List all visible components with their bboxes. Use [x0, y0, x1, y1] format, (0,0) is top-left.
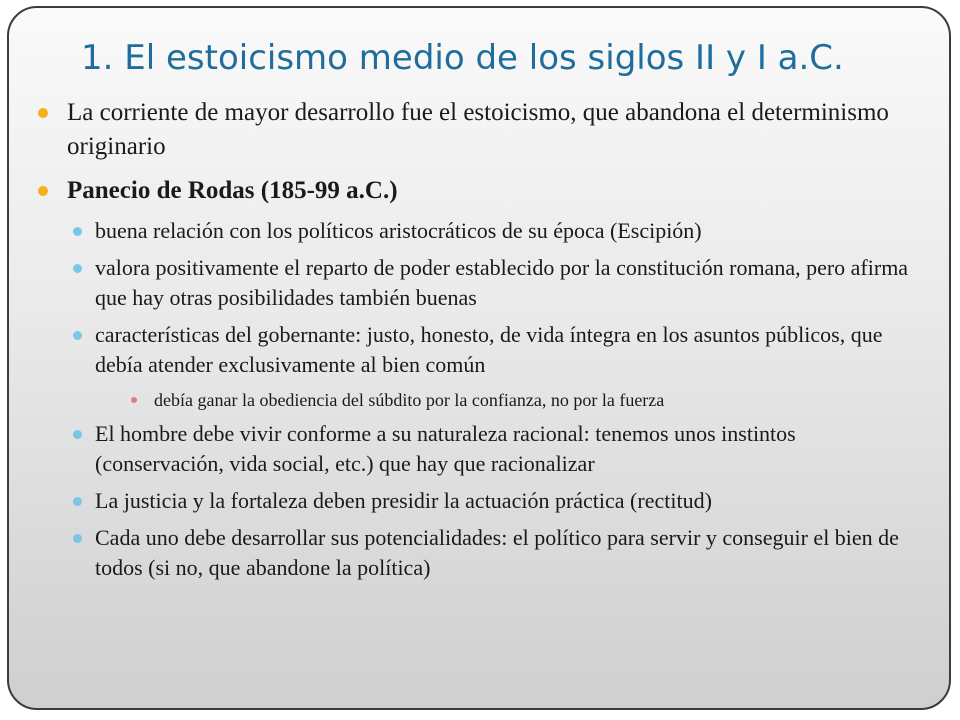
bullet-text: Cada uno debe desarrollar sus potencialidades: el político para servir y conseguir el bien de todos (si no, que abandone la política) [95, 525, 899, 580]
sub-bullet-item [9, 523, 939, 583]
bullet-dot-icon [38, 108, 48, 118]
sub-sub-bullet-item [9, 387, 939, 413]
slide-content [9, 96, 939, 590]
sub-bullet-item [9, 486, 939, 516]
bullet-dot-icon [73, 331, 82, 340]
bullet-text: La corriente de mayor desarrollo fue el estoicismo, que abandona el determinismo originario [67, 99, 889, 160]
bullet-item [9, 96, 939, 164]
sub-bullet-item [9, 216, 939, 246]
sub-bullet-item [9, 419, 939, 479]
slide-title: 1. El estoicismo medio de los siglos II y I a.C. [81, 38, 844, 78]
bullet-dot-icon [73, 430, 82, 439]
bullet-text: buena relación con los políticos aristocráticos de su época (Escipión) [95, 218, 702, 243]
bullet-dot-icon [73, 227, 82, 236]
slide [7, 6, 951, 710]
bullet-dot-icon [131, 397, 137, 403]
bullet-dot-icon [38, 186, 48, 196]
bullet-text: características del gobernante: justo, honesto, de vida íntegra en los asuntos públicos, que debía atender exclusivamente al bien común [95, 322, 883, 377]
bullet-dot-icon [73, 534, 82, 543]
bullet-text: debía ganar la obediencia del súbdito por la confianza, no por la fuerza [154, 390, 665, 410]
bullet-text: La justicia y la fortaleza deben presidir la actuación práctica (rectitud) [95, 488, 712, 513]
bullet-text: El hombre debe vivir conforme a su naturaleza racional: tenemos unos instintos (conservación, vida social, etc.) que hay que racionalizar [95, 421, 796, 476]
bullet-dot-icon [73, 264, 82, 273]
bullet-text: valora positivamente el reparto de poder establecido por la constitución romana, pero afirma que hay otras posibilidades también buenas [95, 255, 909, 310]
bullet-text: Panecio de Rodas (185-99 a.C.) [67, 177, 398, 204]
bullet-item-heading [9, 174, 939, 208]
sub-bullet-item [9, 253, 939, 313]
sub-bullet-item [9, 320, 939, 380]
bullet-dot-icon [73, 497, 82, 506]
